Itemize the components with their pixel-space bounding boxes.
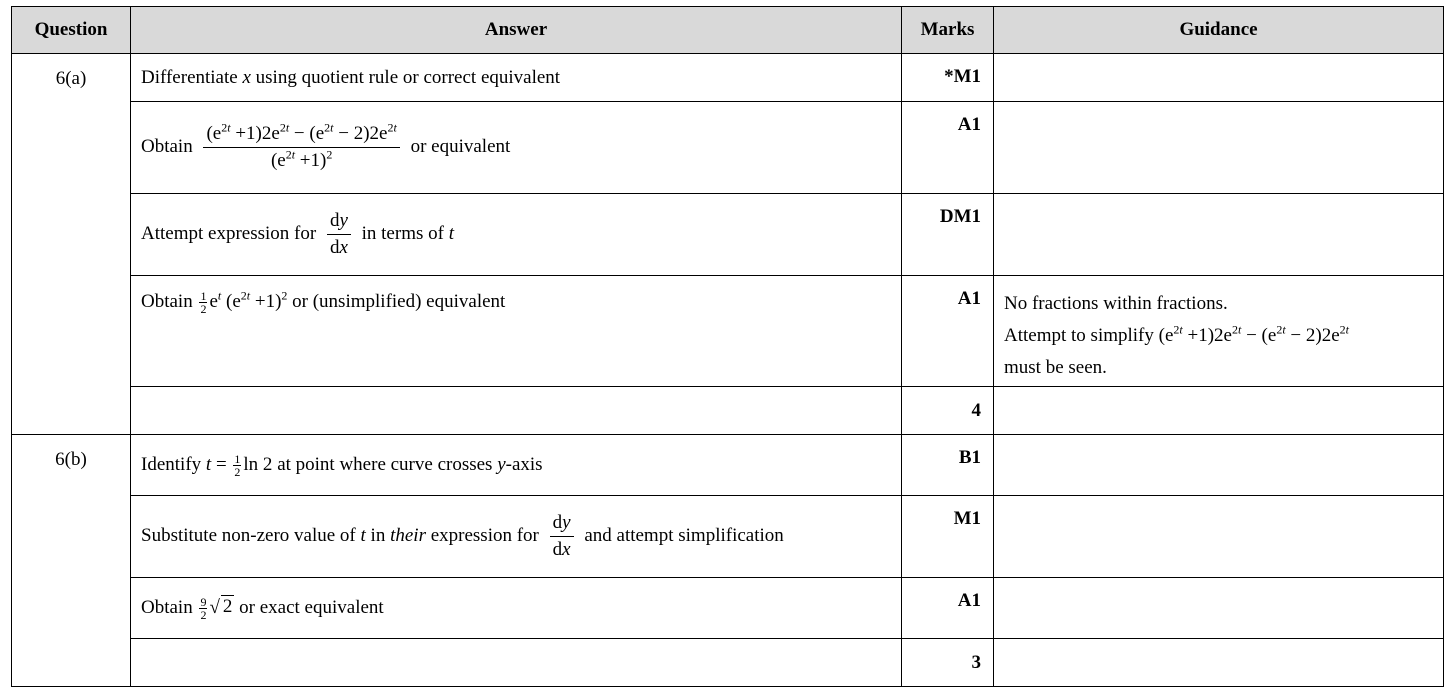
answer-prefix: Attempt expression for [141, 222, 317, 244]
mark-scheme-table [11, 6, 1444, 687]
guidance-cell [994, 435, 1444, 496]
mark-cell: A1 [902, 578, 994, 639]
header-answer: Answer [131, 7, 902, 54]
answer-prefix: Obtain [141, 290, 193, 312]
mark-cell: A1 [902, 102, 994, 194]
question-label-6a: 6(a) [12, 54, 131, 435]
answer-cell [131, 496, 902, 578]
table-row-total [12, 639, 1444, 687]
answer-suffix: and attempt simplification [584, 524, 784, 546]
table-row [12, 194, 1444, 276]
half-fraction: $\frac{1}{2}$ [200, 289, 207, 316]
answer-cell: Identify t = $\frac{1}{2}$ ln 2 at point where curve crosses y-axis [131, 435, 902, 496]
mark-cell: M1 [902, 496, 994, 578]
table-row [12, 578, 1444, 639]
table-row [12, 496, 1444, 578]
question-label-6b: 6(b) [12, 435, 131, 687]
guidance-line: No fractions within fractions. [1004, 293, 1228, 314]
header-marks: Marks [902, 7, 994, 54]
answer-prefix: Obtain [141, 135, 193, 157]
guidance-line: Attempt to simplify $(e^{2t} +1)2e^{2t} - (e^{2t} - 2)2e^{2t}$ [1004, 322, 1349, 346]
mark-cell: DM1 [902, 194, 994, 276]
mark-cell: *M1 [902, 54, 994, 102]
answer-cell [131, 194, 902, 276]
answer-cell [131, 387, 902, 435]
answer-prefix: Identify [141, 453, 202, 475]
guidance-cell [994, 102, 1444, 194]
dy-dx-fraction: $\frac{dy}{dx}$ [327, 209, 351, 260]
answer-cell [131, 102, 902, 194]
guidance-cell [994, 54, 1444, 102]
mark-cell: B1 [902, 435, 994, 496]
answer-suffix: in terms of t [361, 222, 454, 244]
answer-cell: Obtain $\frac{1}{2}$ $e^t$ $(e^{2t} +1)^2$ or (unsimplified) equivalent [131, 276, 902, 387]
table-row [12, 102, 1444, 194]
guidance-cell [994, 194, 1444, 276]
guidance-cell [994, 578, 1444, 639]
table-row [12, 276, 1444, 387]
dy-dx-fraction: $\frac{dy}{dx}$ [550, 511, 574, 562]
nine-halves-fraction: $\frac{9}{2}$ [200, 594, 207, 622]
guidance-cell [994, 276, 1444, 387]
table-row-total [12, 387, 1444, 435]
header-guidance: Guidance [994, 7, 1444, 54]
table-row [12, 435, 1444, 496]
answer-cell: Obtain $\frac{9}{2}$ √ 2 or exact equivalent [131, 578, 902, 639]
answer-middle: expression for [430, 524, 539, 546]
answer-suffix: or exact equivalent [239, 596, 384, 618]
answer-suffix: or (unsimplified) equivalent [292, 290, 506, 312]
guidance-cell [994, 639, 1444, 687]
quotient-rule-fraction: $\frac{(e^{2t} +1)2e^{2t} - (e^{2t} - 2)2e^{2t}}{(e^{2t} +1)^2}$ [203, 122, 399, 173]
answer-cell [131, 54, 902, 102]
half-fraction: $\frac{1}{2}$ [234, 451, 241, 479]
answer-cell [131, 639, 902, 687]
answer-emphasis: their [390, 524, 426, 546]
header-row [12, 7, 1444, 54]
total-marks-6a: 4 [902, 387, 994, 435]
answer-prefix: Substitute non-zero value of t in [141, 524, 386, 546]
guidance-cell [994, 496, 1444, 578]
answer-suffix: at point where curve crosses y-axis [277, 453, 543, 475]
table-row [12, 54, 1444, 102]
guidance-line: must be seen. [1004, 357, 1107, 378]
total-marks-6b: 3 [902, 639, 994, 687]
answer-text: Differentiate x using quotient rule or correct equivalent [141, 66, 561, 88]
answer-prefix: Obtain [141, 596, 193, 618]
mark-cell: A1 [902, 276, 994, 387]
answer-suffix: or equivalent [410, 135, 511, 157]
header-question: Question [12, 7, 131, 54]
guidance-cell [994, 387, 1444, 435]
